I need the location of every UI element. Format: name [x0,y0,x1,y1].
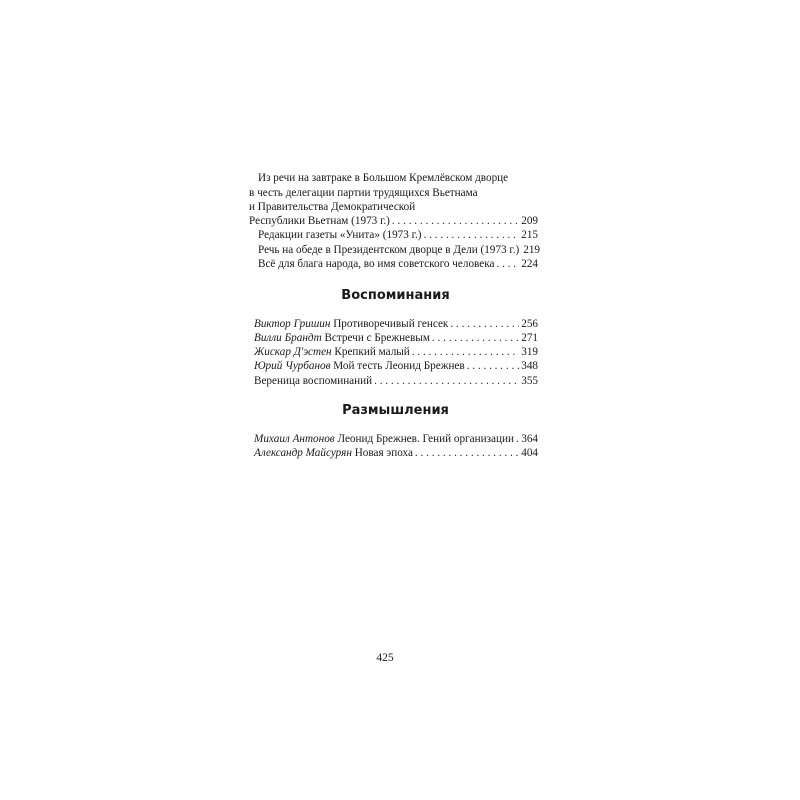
toc-entry[interactable] [258,228,538,243]
toc-page-number: 209 [521,215,538,227]
toc-page-number: 271 [521,332,538,344]
toc-page-number: 224 [521,258,538,270]
toc-entry-title: Противоречивый генсек [333,318,449,330]
toc-entry-title: Республики Вьетнам (1973 г.) [249,215,390,227]
toc-page-number: 404 [521,447,538,459]
toc-entry-title: Крепкий малый [334,346,410,358]
toc-entry-title: Речь на обеде в Президентском дворце в Дели (1973 г.) [258,244,520,256]
toc-entry-author: Виктор Гришин [254,318,331,330]
toc-page-number: 215 [521,229,538,241]
section-heading-memoirs: Воспоминания [341,288,450,303]
toc-entry-title: Новая эпоха [354,447,413,459]
dot-leader [392,214,519,229]
dot-leader [450,317,519,332]
toc-entry-title: Всё для блага народа, во имя советского человека [258,258,495,270]
toc-entry-title: Леонид Брежнев. Гений организации [337,433,514,445]
dot-leader [415,446,519,461]
toc-entry-author: Александр Майсурян [254,447,352,459]
toc-entry[interactable] [254,432,538,447]
page-number: 425 [376,652,394,664]
toc-entry-author: Вилли Брандт [254,332,322,344]
dot-leader [412,345,519,360]
toc-entry[interactable] [249,214,538,229]
toc-page-number: 355 [521,375,538,387]
dot-leader [516,432,519,447]
dot-leader [467,359,520,374]
dot-leader [424,228,520,243]
toc-entry[interactable] [254,345,538,360]
dot-leader [432,331,519,346]
toc-entry-title: Мой тесть Леонид Брежнев [333,360,465,372]
dot-leader [496,257,519,272]
toc-entry-author: Юрий Чурбанов [254,360,331,372]
toc-entry[interactable] [254,359,538,374]
toc-entry-line: Из речи на завтраке в Большом Кремлёвском дворце [258,172,509,184]
toc-entry[interactable] [254,317,538,332]
toc-entry[interactable] [254,446,538,461]
toc-page-number: 219 [523,244,541,256]
section-heading-reflections: Размышления [342,403,449,418]
toc-entry-author: Жискар Д'эстен [254,346,332,358]
dot-leader [374,374,519,389]
toc-entry-title: Встречи с Брежневым [324,332,430,344]
toc-page-number: 364 [521,433,538,445]
toc-entry[interactable] [254,374,538,389]
toc-entry-title: Вереница воспоминаний [254,375,373,387]
toc-page-number: 319 [521,346,538,358]
toc-entry[interactable] [258,243,541,258]
toc-entry-title: Редакции газеты «Унита» (1973 г.) [258,229,422,241]
toc-entry[interactable] [258,257,538,272]
toc-entry[interactable] [254,331,538,346]
toc-entry-line: и Правительства Демократической [249,201,416,213]
toc-entry-author: Михаил Антонов [254,433,335,445]
toc-page-number: 348 [521,360,538,372]
toc-page-number: 256 [521,318,538,330]
toc-entry-line: в честь делегации партии трудящихся Вьетнама [249,187,478,199]
